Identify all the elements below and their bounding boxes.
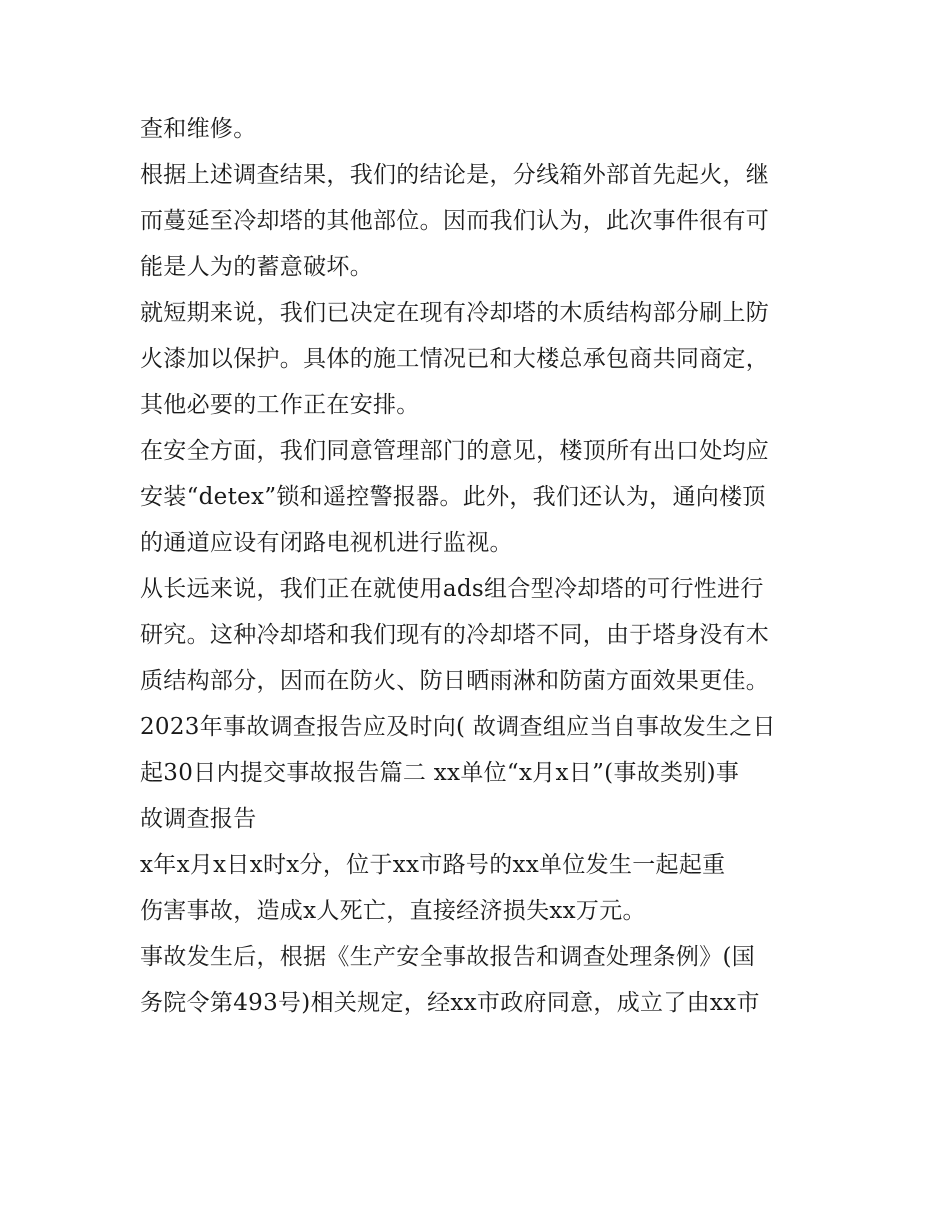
text-line: 就短期来说，我们已决定在现有冷却塔的木质结构部分刷上防 [140,300,770,326]
text-line: 而蔓延至冷却塔的其他部位。因而我们认为，此次事件很有可 [140,208,770,234]
text-line: 火漆加以保护。具体的施工情况已和大楼总承包商共同商定， [140,346,770,372]
text-line: 研究。这种冷却塔和我们现有的冷却塔不同，由于塔身没有木 [140,622,770,648]
text-line: 查和维修。 [140,116,257,142]
text-line: x年x月x日x时x分，位于xx市路号的xx单位发生一起起重 [140,852,726,878]
body-text [140,106,820,1026]
text-line: 从长远来说，我们正在就使用ads组合型冷却塔的可行性进行 [140,576,764,602]
text-line: 事故发生后，根据《生产安全事故报告和调查处理条例》(国 [140,944,756,970]
text-line: 起30日内提交事故报告篇二 xx单位“x月x日”(事故类别)事 [140,760,740,786]
text-line: 能是人为的蓄意破坏。 [140,254,373,280]
text-line: 安装“detex”锁和遥控警报器。此外，我们还认为，通向楼顶 [140,484,766,510]
text-line: 质结构部分，因而在防火、防日晒雨淋和防菌方面效果更佳。 [140,668,770,694]
text-line: 根据上述调查结果，我们的结论是，分线箱外部首先起火，继 [140,162,770,188]
text-line: 其他必要的工作正在安排。 [140,392,420,418]
text-line: 伤害事故，造成x人死亡，直接经济损失xx万元。 [140,898,646,924]
text-line: 务院令第493号)相关规定，经xx市政府同意，成立了由xx市 [140,990,760,1016]
text-line: 的通道应设有闭路电视机进行监视。 [140,530,513,556]
text-line: 在安全方面，我们同意管理部门的意见，楼顶所有出口处均应 [140,438,770,464]
text-line: 2023年事故调查报告应及时向( 故调查组应当自事故发生之日 [140,714,776,740]
text-line: 故调查报告 [140,806,257,832]
